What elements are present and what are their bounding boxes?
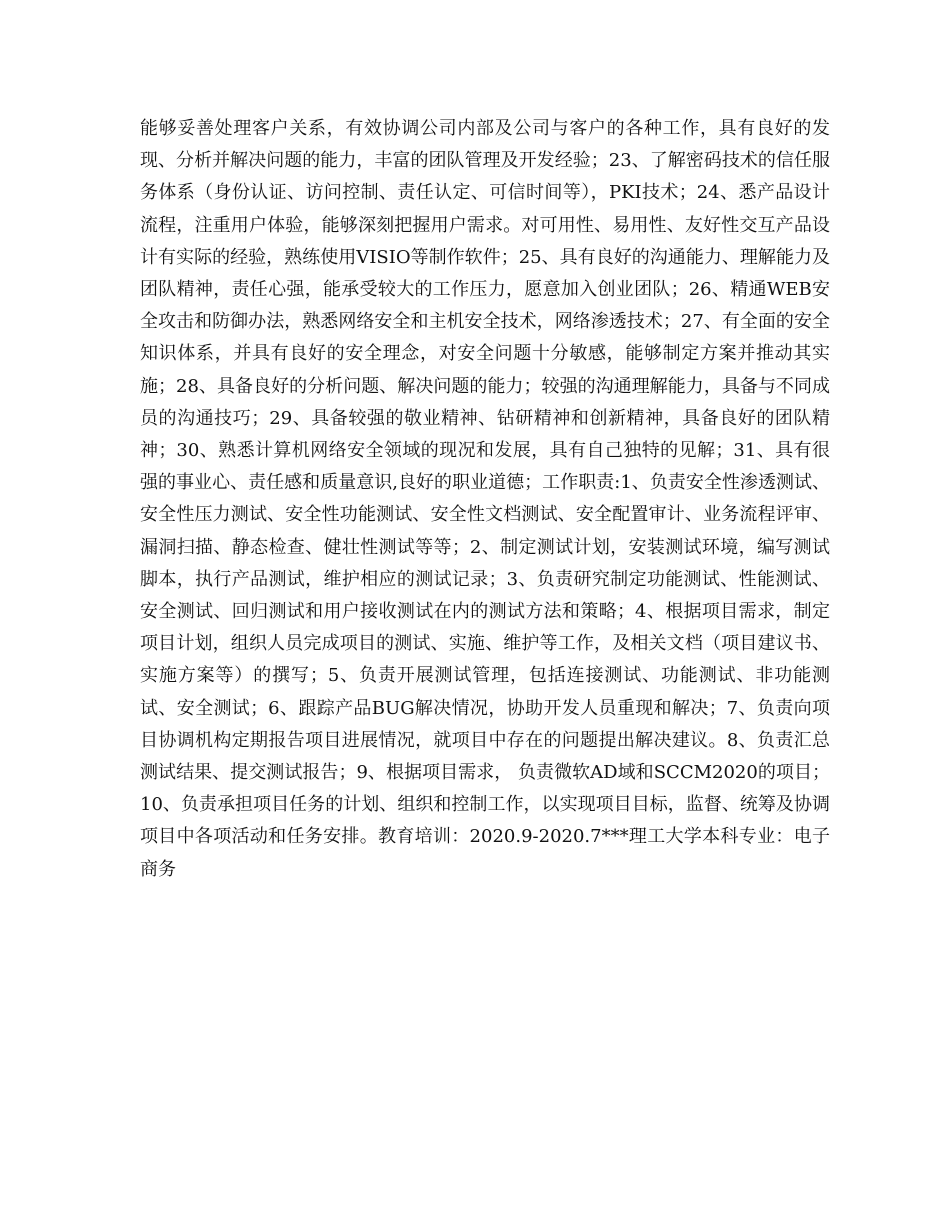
body-paragraph: 能够妥善处理客户关系，有效协调公司内部及公司与客户的各种工作，具有良好的发现、分析并解决问题的能力，丰富的团队管理及开发经验；23、了解密码技术的信任服务体系（身份认证、访问控制、责任认定、可信时间等），PKI技术；24、悉产品设计流程，注重用户体验，能够深刻把握用户需求。对可用性、易用性、友好性交互产品设计有实际的经验，熟练使用VISIO等制作软件；25、具有良好的沟通能力、理解能力及团队精神，责任心强，能承受较大的工作压力，愿意加入创业团队；26、精通WEB安全攻击和防御办法，熟悉网络安全和主机安全技术，网络渗透技术；27、有全面的安全知识体系，并具有良好的安全理念，对安全问题十分敏感，能够制定方案并推动其实施；28、具备良好的分析问题、解决问题的能力；较强的沟通理解能力，具备与不同成员的沟通技巧；29、具备较强的敬业精神、钻研精神和创新精神，具备良好的团队精神；30、熟悉计算机网络安全领域的现况和发展，具有自己独特的见解；31、具有很强的事业心、责任感和质量意识,良好的职业道德；工作职责:1、负责安全性渗透测试、安全性压力测试、安全性功能测试、安全性文档测试、安全配置审计、业务流程评审、漏洞扫描、静态检查、健壮性测试等等；2、制定测试计划，安装测试环境，编写测试脚本，执行产品测试，维护相应的测试记录；3、负责研究制定功能测试、性能测试、安全测试、回归测试和用户接收测试在内的测试方法和策略；4、根据项目需求，制定项目计划，组织人员完成项目的测试、实施、维护等工作，及相关文档（项目建议书、实施方案等）的撰写；5、负责开展测试管理，包括连接测试、功能测试、非功能测试、安全测试；6、跟踪产品BUG解决情况，协助开发人员重现和解决；7、负责向项目协调机构定期报告项目进展情况，就项目中存在的问题提出解决建议。8、负责汇总测试结果、提交测试报告；9、根据项目需求， 负责微软AD域和SCCM2020的项目；10、负责承担项目任务的计划、组织和控制工作，以实现项目目标，监督、统筹及协调项目中各项活动和任务安排。教育培训：2020.9-2020.7***理工大学本科专业：电子商务: [140, 118, 830, 880]
